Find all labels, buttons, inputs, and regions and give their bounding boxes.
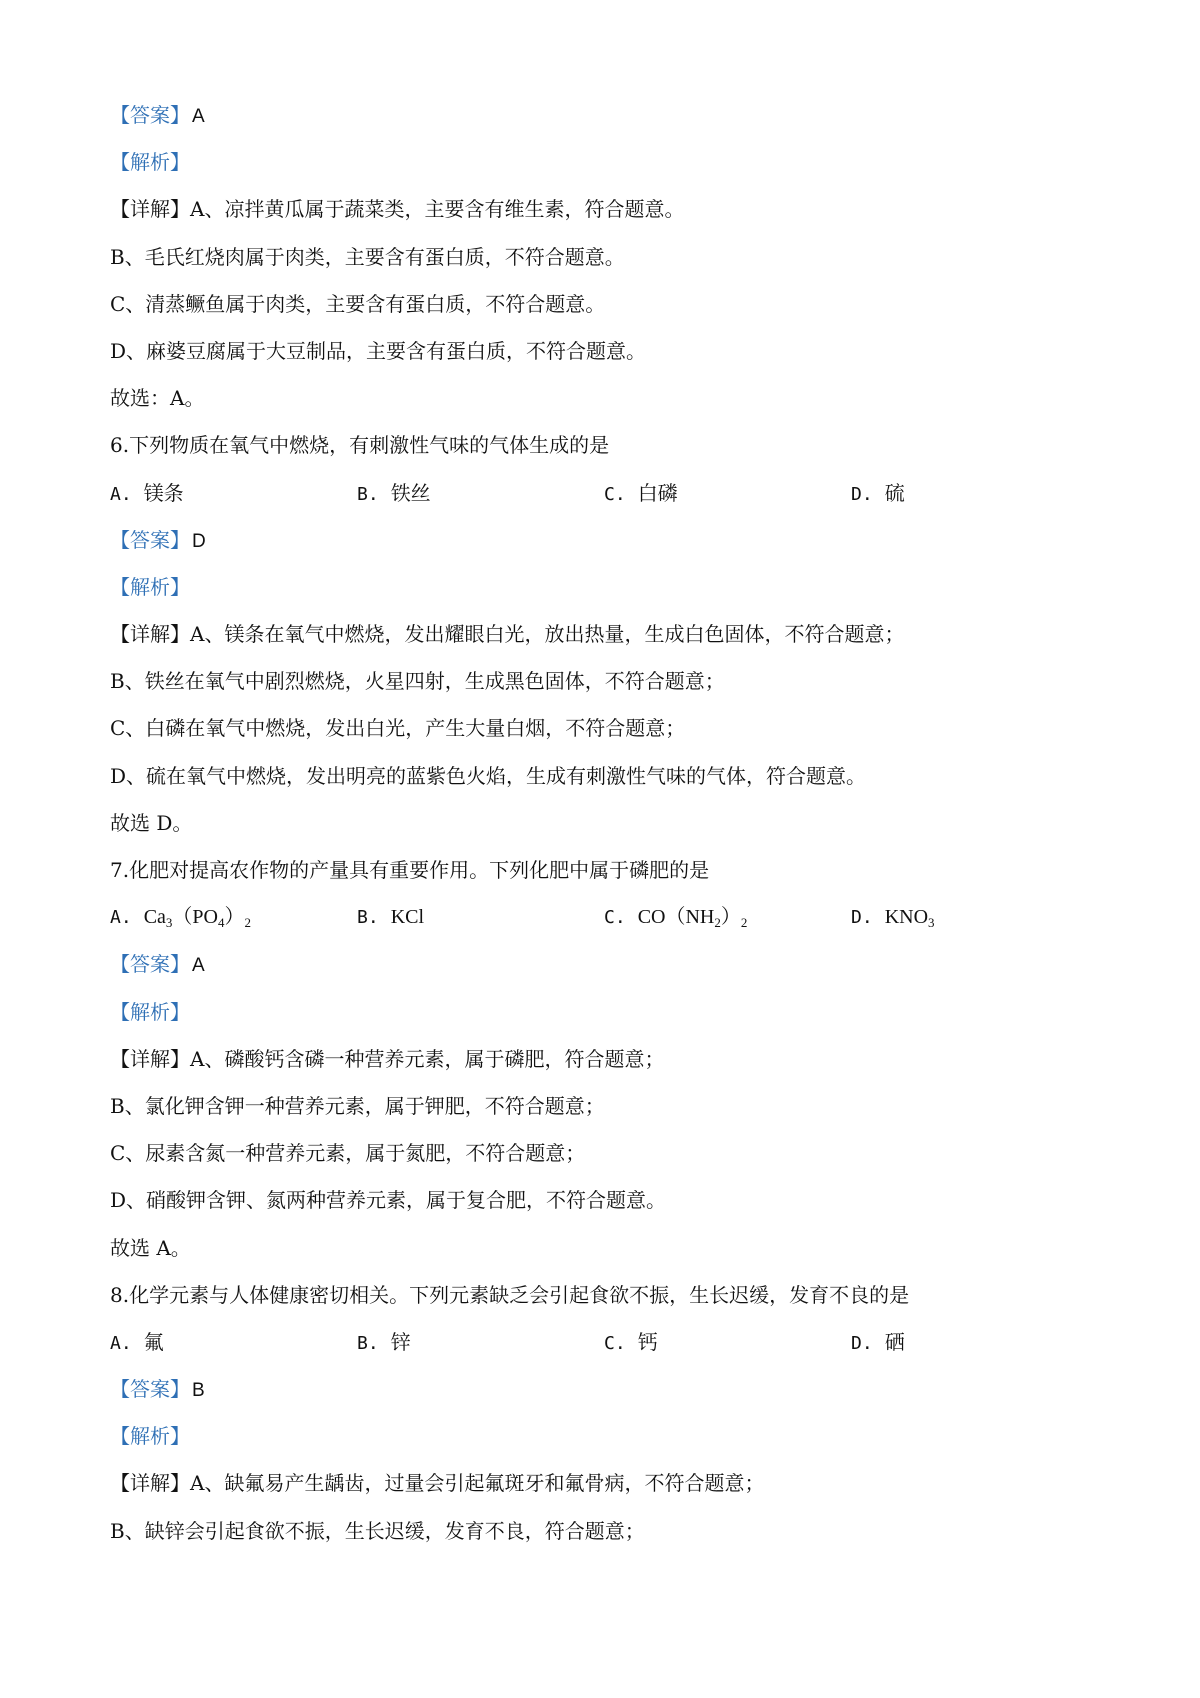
detail-line: C、清蒸鳜鱼属于肉类，主要含有蛋白质，不符合题意。 [110,291,606,316]
options-row [110,1319,1110,1366]
answer-label: 【答案】 [110,103,190,127]
formula-subscript: 2 [244,915,251,931]
analysis-label: 【解析】 [110,150,190,175]
option-c [604,894,851,941]
option-letter: B. [357,907,379,929]
answer-value: D [192,530,206,552]
option-b [357,894,604,941]
option-text: 铁丝 [390,480,431,505]
answer-label: 【答案】 [110,952,190,977]
options-row [110,470,1110,517]
analysis-label: 【解析】 [110,574,190,599]
formula-part: ） [720,906,741,929]
options-row [110,894,1110,941]
answer-line [110,517,1110,564]
option-a [110,894,357,941]
formula-part: CO（NH [637,906,715,929]
document-content [110,92,1110,1555]
detail-line: B、铁丝在氧气中剧烈燃烧，火星四射，生成黑色固体，不符合题意； [110,669,725,694]
option-letter: B. [357,1332,379,1354]
option-letter: A. [110,907,132,929]
answer-label: 【答案】 [110,527,190,552]
option-text: 硫 [884,480,905,505]
option-c [604,1319,851,1366]
formula-subscript: 2 [714,915,721,931]
analysis-label-line [110,139,1110,186]
answer-line [110,1366,1110,1413]
analysis-label-line [110,564,1110,611]
option-text: 镁条 [143,480,184,505]
option-b [357,1319,604,1366]
formula-part: （PO [172,906,218,929]
detail-line: 【详解】A、缺氟易产生龋齿，过量会引起氟斑牙和氟骨病，不符合题意； [110,1471,765,1496]
formula-part: KNO [884,906,929,929]
answer-label: 【答案】 [110,1377,190,1402]
option-text: 白磷 [637,480,678,505]
option-letter: A. [110,1332,132,1354]
option-d [851,470,1098,517]
formula-subscript: 4 [217,915,225,931]
detail-line: D、硫在氧气中燃烧，发出明亮的蓝紫色火焰，生成有刺激性气味的气体，符合题意。 [110,763,867,788]
detail-line: C、白磷在氧气中燃烧，发出白光，产生大量白烟，不符合题意； [110,716,686,741]
question-7: 7.化肥对提高农作物的产量具有重要作用。下列化肥中属于磷肥的是 [110,858,710,882]
detail-line: 【详解】A、磷酸钙含磷一种营养元素，属于磷肥，符合题意； [110,1046,665,1071]
analysis-label: 【解析】 [110,999,190,1024]
formula-subscript: 3 [928,915,935,931]
formula-subscript: 2 [740,915,748,931]
analysis-label-line [110,989,1110,1036]
option-a [110,1319,357,1366]
detail-line: 【详解】A、镁条在氧气中燃烧，发出耀眼白光，放出热量，生成白色固体，不符合题意； [110,622,905,647]
answer-value: B [192,1380,205,1402]
conclusion-line: 故选 D。 [110,810,193,835]
formula-part: ） [224,906,245,929]
option-letter: D. [851,907,873,929]
answer-value: A [192,106,205,127]
answer-line [110,92,1110,139]
question-6: 6.下列物质在氧气中燃烧，有刺激性气味的气体生成的是 [110,433,610,458]
option-d [851,894,1098,941]
detail-line: B、毛氏红烧肉属于肉类，主要含有蛋白质，不符合题意。 [110,244,625,269]
detail-line: 【详解】A、凉拌黄瓜属于蔬菜类，主要含有维生素，符合题意。 [110,197,685,222]
option-letter: D. [851,483,873,505]
question-8: 8.化学元素与人体健康密切相关。下列元素缺乏会引起食欲不振，生长迟缓，发育不良的是 [110,1282,910,1307]
answer-value: A [192,955,205,977]
option-text: KCl [390,906,425,929]
analysis-label: 【解析】 [110,1424,190,1449]
option-letter: D. [851,1332,873,1354]
analysis-label-line [110,1413,1110,1460]
conclusion-line: 故选 A。 [110,1235,191,1260]
detail-line: B、氯化钾含钾一种营养元素，属于钾肥，不符合题意； [110,1093,605,1118]
option-letter: B. [357,483,379,505]
option-a [110,470,357,517]
option-letter: C. [604,907,626,929]
option-letter: A. [110,483,132,505]
answer-line [110,941,1110,988]
detail-line: B、缺锌会引起食欲不振，生长迟缓，发育不良，符合题意； [110,1518,645,1543]
option-text: 硒 [884,1329,905,1354]
option-letter: C. [604,1332,626,1354]
option-b [357,470,604,517]
detail-line: D、硝酸钾含钾、氮两种营养元素，属于复合肥，不符合题意。 [110,1188,667,1213]
option-letter: C. [604,483,626,505]
option-c [604,470,851,517]
conclusion-line: 故选：A。 [110,386,205,411]
option-text: 锌 [390,1329,411,1354]
detail-line: D、麻婆豆腐属于大豆制品，主要含有蛋白质，不符合题意。 [110,338,647,363]
option-text: 钙 [637,1329,658,1354]
detail-line: C、尿素含氮一种营养元素，属于氮肥，不符合题意； [110,1141,586,1166]
option-text: 氟 [143,1329,164,1354]
formula-part: Ca [143,906,166,929]
option-d [851,1319,1098,1366]
formula-subscript: 3 [165,915,173,931]
